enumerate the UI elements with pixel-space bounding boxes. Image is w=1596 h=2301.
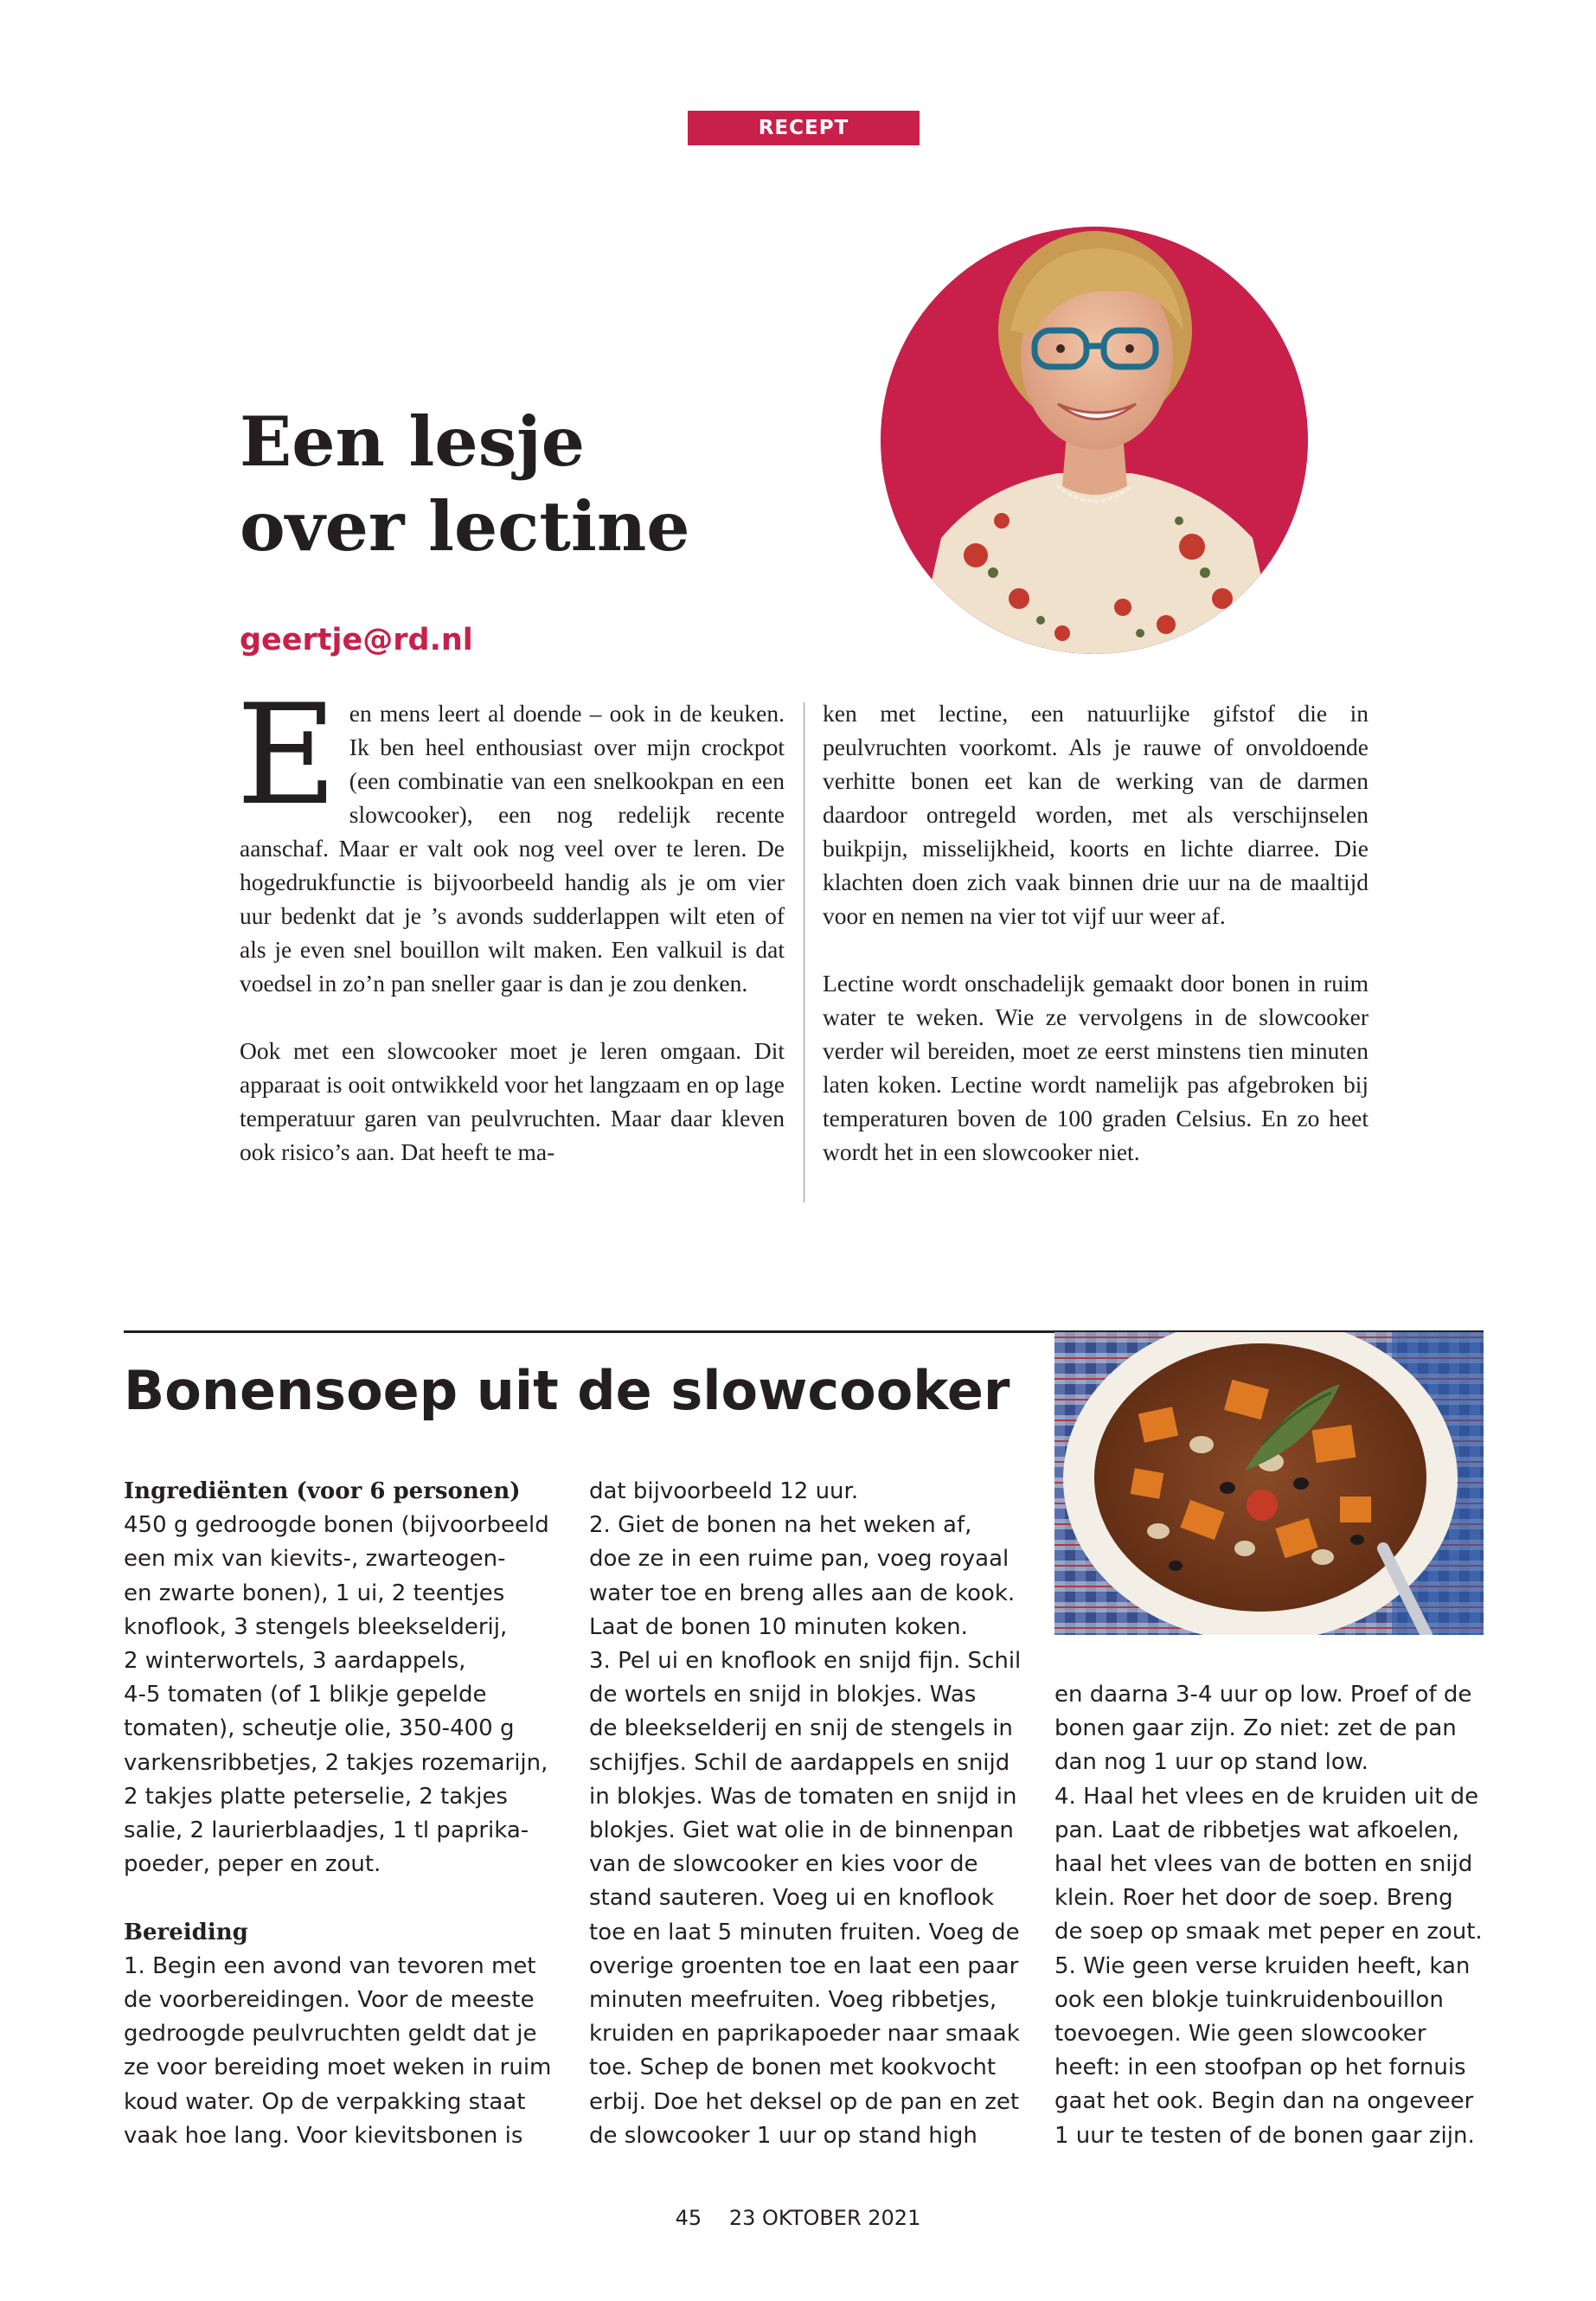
preparation-line: 5. Wie geen verse kruiden heeft, kan — [1054, 1952, 1471, 1979]
paragraph-2: Ook met een slowcooker moet je leren omgaan. Dit apparaat is ooit ontwikkeld voor het langzaam en op lage temperatuur garen van peulvruchten. Maar daar kleven ook risico’s aan. Dat heeft te ma- — [240, 1037, 785, 1165]
preparation-line: gedroogde peulvruchten geldt dat je — [124, 2021, 537, 2048]
paragraph-4: Lectine wordt onschadelijk gemaakt door bonen in ruim water te weken. Wie ze vervolgens in de slowcooker verder wil bereiden, moet ze eerst minstens tien minuten laten koken. Lectine wordt namelijk pas afgebroken bij temperaturen boven de 100 graden Celsius. En zo heet wordt het in een slowcooker niet. — [823, 970, 1368, 1165]
preparation-line: de slowcooker 1 uur op stand high — [589, 2122, 977, 2149]
preparation-line: blokjes. Giet wat olie in de binnenpan — [589, 1817, 1014, 1844]
preparation-line: de soep op smaak met peper en zout. — [1054, 1919, 1483, 1945]
article-title — [240, 400, 776, 569]
recipe-column-2 — [589, 1475, 1039, 2153]
preparation-line: haal het vlees van de botten en snijd — [1054, 1851, 1473, 1878]
ingredients-line: 450 g gedroogde bonen (bijvoorbeeld — [124, 1512, 549, 1539]
preparation-line: dan nog 1 uur op stand low. — [1054, 1749, 1368, 1776]
drop-cap: E — [236, 674, 337, 836]
section-label: RECEPT — [688, 111, 920, 145]
preparation-line: overige groenten toe en laat een paar — [589, 1952, 1019, 1979]
preparation-line: doe ze in een ruime pan, voeg royaal — [589, 1546, 1010, 1573]
title-line-2: over lectine — [240, 486, 690, 567]
ingredients-line: 2 winterwortels, 3 aardappels, — [124, 1648, 466, 1675]
preparation-line: 2. Giet de bonen na het weken af, — [589, 1512, 972, 1539]
ingredients-heading: Ingrediënten (voor 6 personen) — [124, 1478, 521, 1504]
preparation-line: ze voor bereiding moet weken in ruim — [124, 2054, 552, 2081]
preparation-line: stand sauteren. Voeg ui en knoflook — [589, 1885, 995, 1912]
preparation-line: heeft: in een stoofpan op het fornuis — [1054, 2054, 1466, 2081]
soup-bowl-image — [1054, 1332, 1484, 1635]
preparation-line: water toe en breng alles aan de kook. — [589, 1580, 1016, 1606]
ingredients-list — [124, 1509, 574, 1881]
preparation-heading: Bereiding — [124, 1919, 248, 1945]
title-line-1: Een lesje — [240, 401, 586, 482]
preparation-text-1 — [124, 1950, 574, 2153]
preparation-line: 4. Haal het vlees en de kruiden uit de — [1054, 1783, 1479, 1810]
preparation-line: Laat de bonen 10 minuten koken. — [589, 1613, 968, 1640]
preparation-line: toe. Schep de bonen met kookvocht — [589, 2054, 997, 2081]
author-portrait-image — [881, 227, 1308, 654]
preparation-line: en daarna 3-4 uur op low. Proef of de — [1054, 1682, 1472, 1708]
preparation-line: de bleekselderij en snij de stengels in — [589, 1715, 1013, 1742]
preparation-line: klein. Roer het door de soep. Breng — [1054, 1885, 1453, 1912]
ingredients-line: een mix van kievits-, zwarteogen- — [124, 1546, 506, 1573]
preparation-line: van de slowcooker en kies voor de — [589, 1851, 978, 1878]
preparation-line: minuten meefruiten. Voeg ribbetjes, — [589, 1987, 997, 2014]
preparation-line: kruiden en paprikapoeder naar smaak — [589, 2021, 1020, 2048]
preparation-line: toe en laat 5 minuten fruiten. Voeg de — [589, 1919, 1020, 1945]
preparation-line: 1 uur te testen of de bonen gaar zijn. — [1054, 2122, 1475, 2149]
preparation-line: de voorbereidingen. Voor de meeste — [124, 1987, 535, 2014]
preparation-line: pan. Laat de ribbetjes wat afkoelen, — [1054, 1817, 1459, 1843]
soup-photo — [1054, 1332, 1484, 1635]
recipe-column-1 — [124, 1475, 574, 2153]
preparation-line: 1. Begin een avond van tevoren met — [124, 1952, 536, 1979]
issue-date: 23 OKTOBER 2021 — [728, 2206, 921, 2230]
ingredients-line: en zwarte bonen), 1 ui, 2 teentjes — [124, 1580, 505, 1606]
preparation-line: erbij. Doe het deksel op de pan en zet — [589, 2088, 1020, 2115]
article-column-2 — [823, 696, 1368, 1169]
ingredients-line: varkensribbetjes, 2 takjes rozemarijn, — [124, 1749, 548, 1776]
preparation-line: koud water. Op de verpakking staat — [124, 2088, 526, 2115]
preparation-line: de wortels en snijd in blokjes. Was — [589, 1682, 977, 1708]
preparation-line: bonen gaar zijn. Zo niet: zet de pan — [1054, 1715, 1457, 1742]
ingredients-line: poeder, peper en zout. — [124, 1851, 381, 1878]
page-footer — [0, 2206, 1596, 2230]
ingredients-line: 2 takjes platte peterselie, 2 takjes — [124, 1783, 508, 1810]
preparation-line: in blokjes. Was de tomaten en snijd in — [589, 1783, 1017, 1810]
paragraph-1: en mens leert al doende – ook in de keuken. Ik ben heel enthousiast over mijn crockpot (een combinatie van een snelkookpan en een slowcooker), een nog redelijk recente aanschaf. Maar er valt ook nog veel over te leren. De hogedrukfunctie is bijvoorbeeld handig als je om vier uur bedenkt dat je ’s avonds sudderlappen wilt eten of als je even snel bouillon wilt maken. Een valkuil is dat voedsel in zo’n pan sneller gaar is dan je zou denken. — [240, 700, 785, 997]
ingredients-line: tomaten), scheutje olie, 350-400 g — [124, 1715, 515, 1742]
author-email[interactable]: geertje@rd.nl — [240, 623, 473, 657]
preparation-line: vaak hoe lang. Voor kievitsbonen is — [124, 2122, 523, 2149]
page-number: 45 — [675, 2206, 702, 2230]
preparation-line: 3. Pel ui en knoflook en snijd fijn. Schil — [589, 1648, 1022, 1675]
preparation-line: ook een blokje tuinkruidenbouillon — [1054, 1986, 1444, 2013]
preparation-line: gaat het ook. Begin dan na ongeveer — [1054, 2088, 1474, 2115]
article-column-1 — [236, 674, 785, 1169]
preparation-line: toevoegen. Wie geen slowcooker — [1054, 2021, 1426, 2048]
preparation-line: dat bijvoorbeeld 12 uur. — [589, 1478, 859, 1504]
ingredients-line: knoflook, 3 stengels bleekselderij, — [124, 1613, 508, 1640]
ingredients-line: salie, 2 laurierblaadjes, 1 tl paprika- — [124, 1817, 529, 1844]
author-portrait — [881, 227, 1308, 654]
paragraph-3: ken met lectine, een natuurlijke gifstof die in peulvruchten voorkomt. Als je rauwe of onvoldoende verhitte bonen eet kan de werking van de darmen daardoor ontregeld worden, met als verschijnselen buikpijn, misselijkheid, koorts en lichte diarree. Die klachten doen zich vaak binnen drie uur na de maaltijd voor en nemen na vier tot vijf uur weer af. — [823, 700, 1368, 929]
recipe-column-3 — [1054, 1678, 1487, 2153]
preparation-line: schijfjes. Schil de aardappels en snijd — [589, 1749, 1010, 1776]
ingredients-line: 4-5 tomaten (of 1 blikje gepelde — [124, 1682, 487, 1708]
recipe-title: Bonensoep uit de slowcooker — [124, 1359, 1010, 1422]
